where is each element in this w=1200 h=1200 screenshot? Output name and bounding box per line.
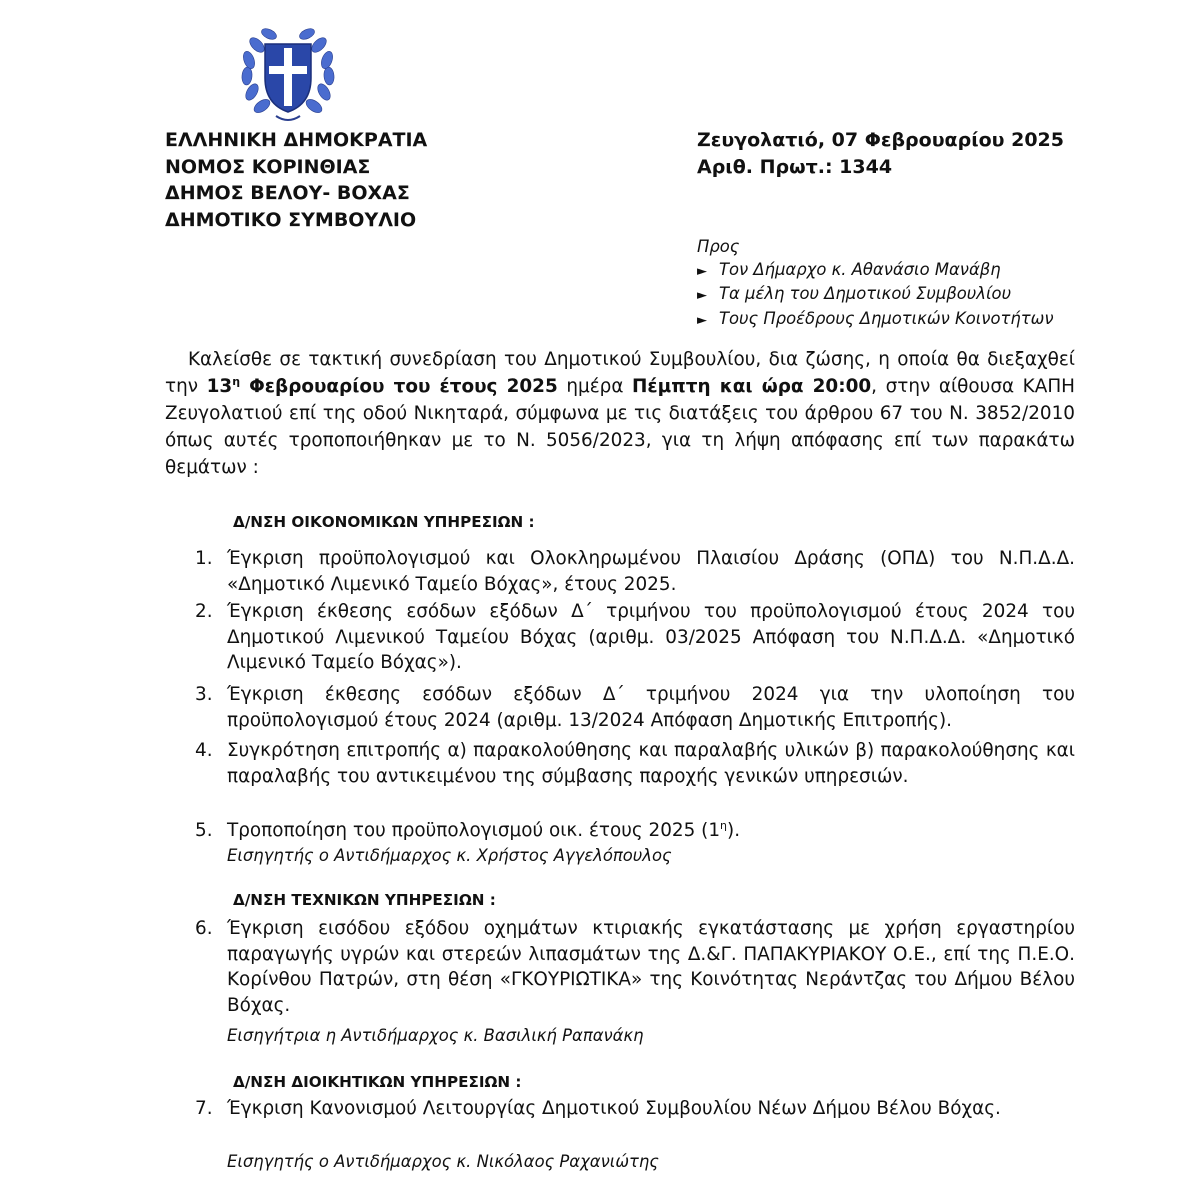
agenda-item-text: Έγκριση έκθεσης εσόδων εξόδων Δ΄ τριμήνου του προϋπολογισμού έτους 2024 του Δημοτικού Λιμενικού Ταμείου Βόχας (αριθμ. 03/2025 Απόφαση του Ν.Π.Δ.Δ. «Δημοτικό Λιμενικό Ταμείο Βόχας»).: [227, 601, 1075, 673]
agenda-item-number: 6.: [195, 918, 213, 939]
agenda-item: [165, 738, 1075, 789]
section-title: Δ/ΝΣΗ ΔΙΟΙΚΗΤΙΚΩΝ ΥΠΗΡΕΣΙΩΝ :: [233, 1073, 522, 1091]
recipients-label: Προς: [697, 237, 740, 256]
greek-coat-of-arms-icon: [232, 20, 344, 132]
section-title: Δ/ΝΣΗ ΤΕΧΝΙΚΩΝ ΥΠΗΡΕΣΙΩΝ :: [233, 891, 496, 909]
triangle-bullet-icon: ►: [697, 312, 707, 328]
agenda-item-text: Έγκριση έκθεσης εσόδων εξόδων Δ΄ τριμήνου 2024 για την υλοποίηση του προϋπολογισμού έτους 2024 (αριθμ. 13/2024 Απόφαση Δημοτικής Επιτροπής).: [227, 684, 1075, 731]
agenda-item-number: 4.: [195, 740, 213, 761]
agenda-item: [165, 682, 1075, 733]
agenda-item-text: Έγκριση Κανονισμού Λειτουργίας Δημοτικού Συμβουλίου Νέων Δήμου Βέλου Βόχας.: [227, 1098, 1001, 1119]
agenda-item-number: 5.: [195, 820, 213, 841]
section-title: Δ/ΝΣΗ ΟΙΚΟΝΟΜΙΚΩΝ ΥΠΗΡΕΣΙΩΝ :: [233, 513, 535, 531]
issuer-line: ΕΛΛΗΝΙΚΗ ΔΗΜΟΚΡΑΤΙΑ: [165, 129, 428, 151]
recipients-block: [697, 236, 1053, 332]
recipient-item: ► Τον Δήμαρχο κ. Αθανάσιο Μανάβη: [697, 259, 1053, 284]
issuer-block: [165, 127, 427, 233]
recipient-item: ► Τους Προέδρους Δημοτικών Κοινοτήτων: [697, 308, 1053, 333]
agenda-item: [165, 1096, 1075, 1122]
document-meta: [697, 127, 1064, 180]
issuer-line: ΔΗΜΟΤΙΚΟ ΣΥΜΒΟΥΛΙΟ: [165, 208, 417, 231]
meeting-date: $13^\eta$ Φεβρουαρίου του έτους 2025: [206, 374, 558, 397]
document-date: Ζευγολατιό, 07 Φεβρουαρίου 2025: [697, 129, 1064, 151]
meeting-time: Πέμπτη και ώρα 20:00: [632, 376, 872, 397]
triangle-bullet-icon: ►: [697, 288, 707, 303]
protocol-number: Αριθ. Πρωτ.: 1344: [697, 155, 893, 178]
rapporteur-line: Εισηγητής ο Αντιδήμαρχος κ. Χρήστος Αγγελόπουλος: [227, 846, 672, 865]
issuer-line: ΔΗΜΟΣ ΒΕΛΟΥ- ΒΟΧΑΣ: [165, 182, 410, 204]
agenda-item-text: Έγκριση εισόδου εξόδου οχημάτων κτιριακής εγκατάστασης με χρήση εργαστηρίου παραγωγής υγρών και στερεών λιπασμάτων της Δ.&Γ. ΠΑΠΑΚΥΡΙΑΚΟΥ Ο.Ε., επί της Π.Ε.Ο. Κορίνθου Πατρών, στη θέση «ΓΚΟΥΡΙΩΤΙΚΑ» της Κοινότητας Νεράντζας του Δήμου Βέλου Βόχας.: [227, 918, 1075, 1016]
agenda-item-text: Τροποποίηση του προϋπολογισμού οικ. έτους 2025 $(1^\eta)$.: [227, 818, 741, 841]
issuer-line: ΝΟΜΟΣ ΚΟΡΙΝΘΙΑΣ: [165, 155, 371, 178]
agenda-item: [165, 546, 1075, 597]
agenda-item-text: Έγκριση προϋπολογισμού και Ολοκληρωμένου Πλαισίου Δράσης (ΟΠΔ) του Ν.Π.Δ.Δ. «Δημοτικό Λιμενικό Ταμείο Βόχας», έτους 2025.: [227, 548, 1075, 595]
agenda-item-text: Συγκρότηση επιτροπής α) παρακολούθησης και παραλαβής υλικών β) παρακολούθησης και παραλαβής του αντικειμένου της σύμβασης παροχής γενικών υπηρεσιών.: [227, 740, 1075, 787]
invitation-paragraph: Καλείσθε σε τακτική συνεδρίαση του Δημοτικού Συμβουλίου, δια ζώσης, η οποία θα διεξαχθεί την $13^\eta$ Φεβρουαρίου του έτους 2025 ημέρα Πέμπτη και ώρα 20:00, στην αίθουσα ΚΑΠΗ Ζευγολατιού επί της οδού Νικηταρά, σύμφωνα με τις διατάξεις του άρθρου 67 του Ν. 3852/2010 όπως αυτές τροποποιήθηκαν με το Ν. 5056/2023, για τη λήψη απόφασης επί των παρακάτω θεμάτων :: [165, 349, 1075, 478]
agenda-item: [165, 599, 1075, 676]
recipient-item: ► Τα μέλη του Δημοτικού Συμβουλίου: [697, 283, 1053, 308]
agenda-item-number: 3.: [195, 684, 213, 705]
agenda-item-number: 7.: [195, 1098, 213, 1119]
triangle-bullet-icon: ►: [697, 263, 707, 279]
agenda-item: [165, 916, 1075, 1018]
agenda-item-number: 2.: [195, 601, 213, 622]
rapporteur-line: Εισηγήτρια η Αντιδήμαρχος κ. Βασιλική Ραπανάκη: [227, 1026, 644, 1045]
agenda-item: [165, 818, 1075, 844]
rapporteur-line: Εισηγητής ο Αντιδήμαρχος κ. Νικόλαος Ραχανιώτης: [227, 1152, 659, 1171]
agenda-item-number: 1.: [195, 548, 213, 569]
